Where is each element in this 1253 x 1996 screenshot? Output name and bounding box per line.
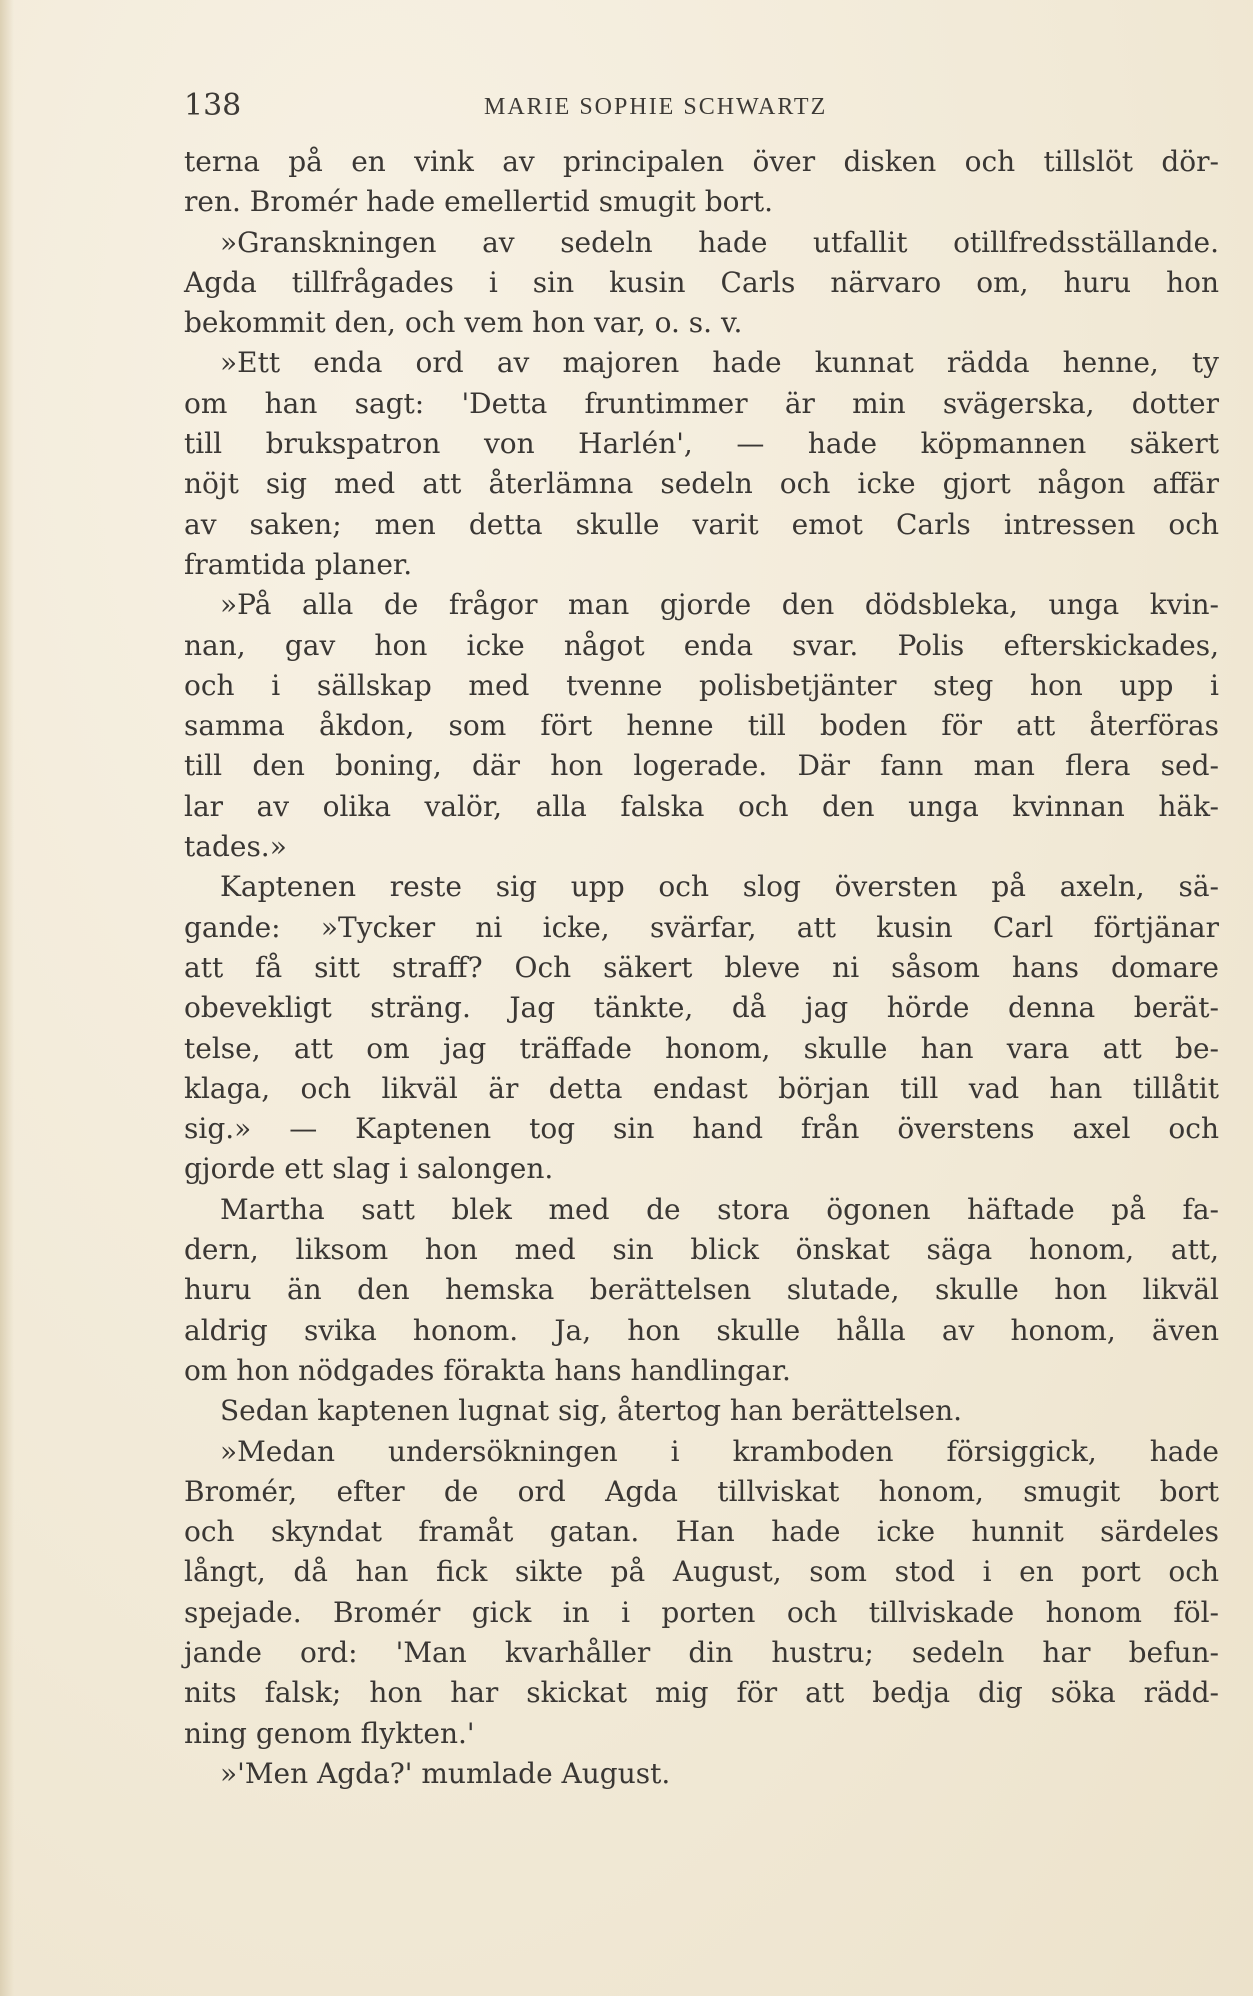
body-text (184, 142, 1219, 1794)
text-line: Agda tillfrågades i sin kusin Carls närvaro om, huru hon (184, 265, 1219, 299)
text-line: Kaptenen reste sig upp och slog översten på axeln, sä- (220, 870, 1219, 904)
text-line: Sedan kaptenen lugnat sig, återtog han berättelsen. (220, 1394, 963, 1428)
text-line: obevekligt sträng. Jag tänkte, då jag hörde denna berät- (184, 991, 1219, 1025)
text-line: »Ett enda ord av majoren hade kunnat rädda henne, ty (220, 346, 1219, 380)
text-line: Martha satt blek med de stora ögonen häftade på fa- (220, 1192, 1219, 1226)
text-line: av saken; men detta skulle varit emot Carls intressen och (184, 507, 1219, 541)
page-number: 138 (184, 88, 242, 123)
text-line: terna på en vink av principalen över disken och tillslöt dör- (184, 145, 1219, 178)
text-line: bekommit den, och vem hon var, o. s. v. (184, 306, 743, 340)
text-line: »Granskningen av sedeln hade utfallit otillfredsställande. (220, 225, 1219, 259)
text-line: tades.» (184, 830, 287, 864)
text-line: till den boning, där hon logerade. Där fann man flera sed- (184, 749, 1219, 783)
text-line: Bromér, efter de ord Agda tillviskat honom, smugit bort (184, 1474, 1219, 1508)
page-header (184, 88, 1214, 138)
text-line: nits falsk; hon har skickat mig för att bedja dig söka rädd- (184, 1676, 1219, 1710)
text-line: och skyndat framåt gatan. Han hade icke hunnit särdeles (184, 1515, 1219, 1549)
page-edge-shadow (0, 0, 14, 1996)
text-line: framtida planer. (184, 547, 413, 581)
text-line: nöjt sig med att återlämna sedeln och icke gjort någon affär (184, 467, 1219, 501)
text-line: samma åkdon, som fört henne till boden för att återföras (184, 709, 1219, 743)
text-line: nan, gav hon icke något enda svar. Polis efterskickades, (184, 628, 1219, 662)
text-line: långt, då han fick sikte på August, som stod i en port och (184, 1555, 1219, 1589)
text-line: huru än den hemska berättelsen slutade, skulle hon likväl (184, 1273, 1219, 1307)
running-head: MARIE SOPHIE SCHWARTZ (484, 94, 828, 120)
text-line: om hon nödgades förakta hans handlingar. (184, 1353, 791, 1387)
text-line: och i sällskap med tvenne polisbetjänter steg hon upp i (184, 668, 1219, 702)
text-line: aldrig svika honom. Ja, hon skulle hålla av honom, även (184, 1313, 1219, 1347)
text-line: ning genom flykten.' (184, 1716, 475, 1750)
text-line: ren. Bromér hade emellertid smugit bort. (184, 185, 774, 219)
text-line: spejade. Bromér gick in i porten och tillviskade honom föl- (184, 1595, 1219, 1629)
text-line: dern, liksom hon med sin blick önskat säga honom, att, (184, 1233, 1219, 1267)
text-line: klaga, och likväl är detta endast början till vad han tillåtit (184, 1071, 1219, 1105)
text-line: gjorde ett slag i salongen. (184, 1152, 554, 1186)
text-line: »På alla de frågor man gjorde den dödsbleka, unga kvin- (220, 588, 1219, 622)
text-line: »'Men Agda?' mumlade August. (220, 1756, 671, 1790)
text-line: om han sagt: 'Detta fruntimmer är min svägerska, dotter (184, 386, 1219, 420)
text-line: »Medan undersökningen i kramboden försiggick, hade (220, 1434, 1219, 1468)
text-line: sig.» — Kaptenen tog sin hand från överstens axel och (184, 1112, 1219, 1146)
text-line: att få sitt straff? Och säkert bleve ni såsom hans domare (184, 950, 1219, 984)
text-line: till brukspatron von Harlén', — hade köpmannen säkert (184, 427, 1219, 461)
text-line: telse, att om jag träffade honom, skulle han vara att be- (184, 1031, 1219, 1065)
text-line: gande: »Tycker ni icke, svärfar, att kusin Carl förtjänar (184, 910, 1219, 944)
text-line: jande ord: 'Man kvarhåller din hustru; sedeln har befun- (184, 1635, 1219, 1669)
text-line: lar av olika valör, alla falska och den unga kvinnan häk- (184, 789, 1219, 823)
